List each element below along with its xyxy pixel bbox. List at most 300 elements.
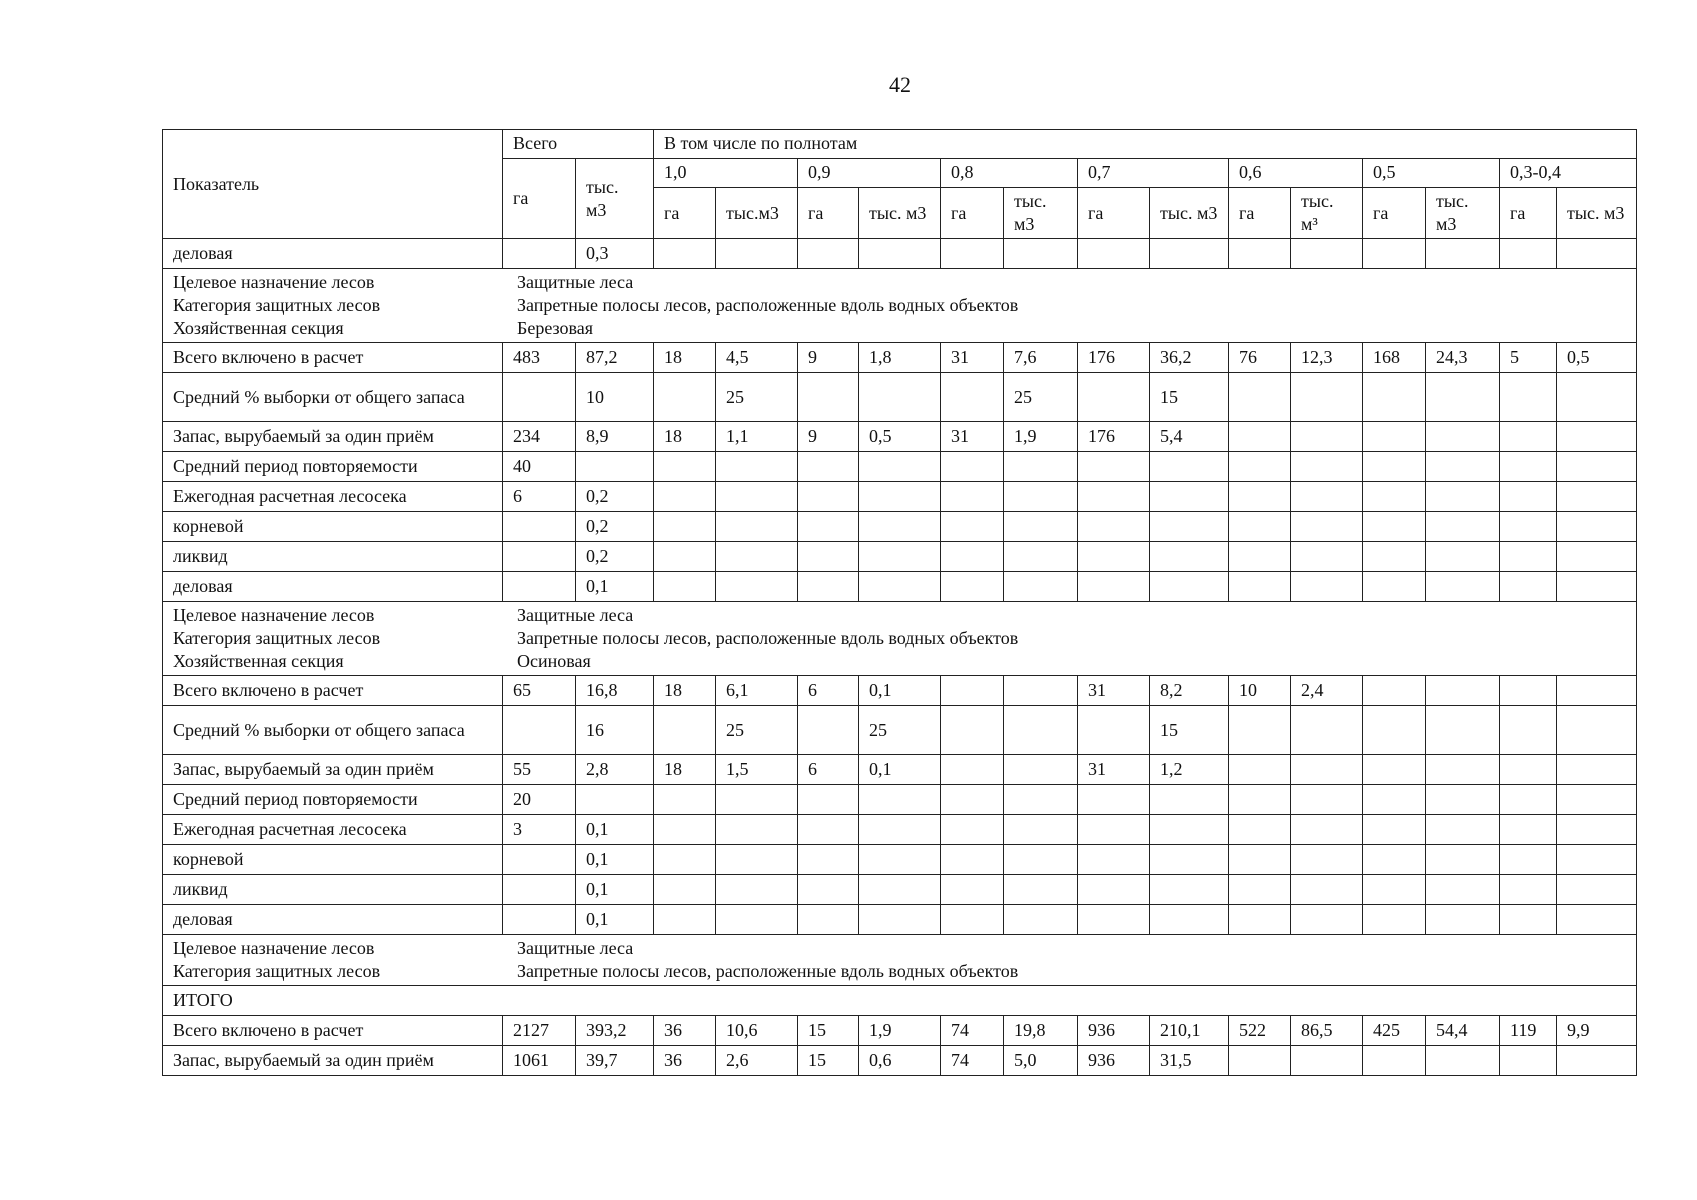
table-row xyxy=(163,482,1637,512)
table-row xyxy=(163,373,1637,422)
row-label: Запас, вырубаемый за один приём xyxy=(163,755,503,785)
row-value: 16 xyxy=(576,706,654,755)
info-line xyxy=(173,960,1626,983)
header-density-4: 0,6 xyxy=(1229,159,1363,188)
info-line xyxy=(173,294,1626,317)
row-value xyxy=(1557,875,1637,905)
row-value xyxy=(798,572,859,602)
header-unit-m3-5: тыс. м3 xyxy=(1426,188,1500,239)
row-value xyxy=(1229,706,1291,755)
table-row xyxy=(163,542,1637,572)
row-value xyxy=(941,905,1004,935)
row-value xyxy=(1150,452,1229,482)
row-value xyxy=(1004,512,1078,542)
row-value xyxy=(1363,512,1426,542)
row-value xyxy=(798,905,859,935)
row-value: 74 xyxy=(941,1046,1004,1076)
row-value xyxy=(1363,785,1426,815)
row-value xyxy=(1363,572,1426,602)
row-value: 1,2 xyxy=(1150,755,1229,785)
row-value xyxy=(859,572,941,602)
row-value: 0,1 xyxy=(576,572,654,602)
row-value: 168 xyxy=(1363,343,1426,373)
row-value xyxy=(1557,845,1637,875)
row-value xyxy=(1363,1046,1426,1076)
row-value: 74 xyxy=(941,1016,1004,1046)
row-value xyxy=(941,572,1004,602)
forest-calculation-table xyxy=(162,129,1637,1076)
row-value: 7,6 xyxy=(1004,343,1078,373)
row-value xyxy=(1500,875,1557,905)
row-value xyxy=(503,512,576,542)
row-value xyxy=(1291,815,1363,845)
row-value xyxy=(1004,482,1078,512)
row-value xyxy=(1291,482,1363,512)
row-value: 36 xyxy=(654,1046,716,1076)
row-value: 15 xyxy=(1150,706,1229,755)
row-value xyxy=(1363,905,1426,935)
row-value: 10 xyxy=(576,373,654,422)
row-value xyxy=(654,785,716,815)
row-value xyxy=(1150,572,1229,602)
row-value xyxy=(1004,845,1078,875)
row-value xyxy=(576,785,654,815)
info-label: Целевое назначение лесов xyxy=(173,938,375,958)
table-row xyxy=(163,452,1637,482)
row-value xyxy=(798,706,859,755)
row-value: 9 xyxy=(798,343,859,373)
row-value xyxy=(1363,452,1426,482)
row-value xyxy=(1150,875,1229,905)
table-row xyxy=(163,845,1637,875)
row-value xyxy=(716,512,798,542)
row-value xyxy=(1557,452,1637,482)
row-value: 31 xyxy=(1078,676,1150,706)
row-value xyxy=(941,875,1004,905)
row-value xyxy=(654,706,716,755)
info-value: Запретные полосы лесов, расположенные вдоль водных объектов xyxy=(517,295,1019,315)
row-value xyxy=(1426,572,1500,602)
row-value xyxy=(941,482,1004,512)
row-value: 6,1 xyxy=(716,676,798,706)
row-value xyxy=(503,373,576,422)
row-value xyxy=(716,905,798,935)
row-value xyxy=(859,905,941,935)
info-value: Защитные леса xyxy=(517,938,634,958)
row-value xyxy=(1291,542,1363,572)
row-value xyxy=(1557,785,1637,815)
row-value: 12,3 xyxy=(1291,343,1363,373)
row-value: 0,1 xyxy=(859,676,941,706)
row-value: 18 xyxy=(654,422,716,452)
row-value: 0,3 xyxy=(576,239,654,269)
row-label: Всего включено в расчет xyxy=(163,1016,503,1046)
row-value xyxy=(1557,755,1637,785)
info-value: Осиновая xyxy=(517,651,591,671)
row-value xyxy=(941,373,1004,422)
row-value xyxy=(716,785,798,815)
row-value: 25 xyxy=(1004,373,1078,422)
row-value xyxy=(798,452,859,482)
row-value xyxy=(1500,815,1557,845)
total-title-row xyxy=(163,986,1637,1016)
row-value: 1,9 xyxy=(859,1016,941,1046)
table-row xyxy=(163,785,1637,815)
row-value: 0,1 xyxy=(859,755,941,785)
row-value xyxy=(941,542,1004,572)
row-value xyxy=(1500,373,1557,422)
row-value: 36 xyxy=(654,1016,716,1046)
row-value: 119 xyxy=(1500,1016,1557,1046)
row-label: ликвид xyxy=(163,542,503,572)
row-value xyxy=(1078,815,1150,845)
row-value xyxy=(859,542,941,572)
row-value: 0,6 xyxy=(859,1046,941,1076)
row-value xyxy=(1150,239,1229,269)
info-label: Целевое назначение лесов xyxy=(173,605,375,625)
row-value xyxy=(654,845,716,875)
row-value xyxy=(1229,482,1291,512)
row-value xyxy=(1150,815,1229,845)
section-info xyxy=(163,269,1637,343)
row-value xyxy=(1426,845,1500,875)
row-value xyxy=(798,239,859,269)
row-value xyxy=(1426,676,1500,706)
row-value xyxy=(716,452,798,482)
row-value xyxy=(1291,373,1363,422)
table-row xyxy=(163,572,1637,602)
row-value xyxy=(1291,512,1363,542)
row-value xyxy=(716,542,798,572)
row-value xyxy=(1363,706,1426,755)
row-value xyxy=(859,482,941,512)
row-value xyxy=(859,373,941,422)
row-value: 16,8 xyxy=(576,676,654,706)
header-unit-m3-6: тыс. м3 xyxy=(1557,188,1637,239)
row-value xyxy=(1150,905,1229,935)
row-label: Запас, вырубаемый за один приём xyxy=(163,1046,503,1076)
row-value xyxy=(1500,905,1557,935)
row-value xyxy=(503,239,576,269)
row-value: 15 xyxy=(798,1016,859,1046)
row-value xyxy=(1557,482,1637,512)
table-row xyxy=(163,422,1637,452)
row-value xyxy=(1500,512,1557,542)
row-value xyxy=(654,239,716,269)
row-value xyxy=(798,815,859,845)
row-value xyxy=(941,452,1004,482)
row-value xyxy=(1500,542,1557,572)
row-value: 522 xyxy=(1229,1016,1291,1046)
info-label: Целевое назначение лесов xyxy=(173,272,375,292)
row-label: Запас, вырубаемый за один приём xyxy=(163,422,503,452)
row-value xyxy=(798,512,859,542)
row-value xyxy=(1291,845,1363,875)
row-value xyxy=(1229,239,1291,269)
row-value xyxy=(1557,905,1637,935)
row-value xyxy=(941,785,1004,815)
row-value xyxy=(1229,572,1291,602)
info-value: Защитные леса xyxy=(517,605,634,625)
row-value: 1,1 xyxy=(716,422,798,452)
row-value xyxy=(654,482,716,512)
row-value: 6 xyxy=(798,676,859,706)
row-value xyxy=(1004,676,1078,706)
row-value xyxy=(654,512,716,542)
row-value xyxy=(1229,373,1291,422)
row-value xyxy=(1363,676,1426,706)
row-value: 4,5 xyxy=(716,343,798,373)
row-value: 36,2 xyxy=(1150,343,1229,373)
row-value xyxy=(1078,373,1150,422)
row-value xyxy=(1426,452,1500,482)
header-density-0: 1,0 xyxy=(654,159,798,188)
row-value: 39,7 xyxy=(576,1046,654,1076)
row-value xyxy=(1426,815,1500,845)
row-value xyxy=(1500,845,1557,875)
header-density-6: 0,3-0,4 xyxy=(1500,159,1637,188)
row-value: 8,9 xyxy=(576,422,654,452)
row-value xyxy=(1363,875,1426,905)
row-value: 6 xyxy=(503,482,576,512)
info-value: Запретные полосы лесов, расположенные вдоль водных объектов xyxy=(517,628,1019,648)
row-value xyxy=(1004,905,1078,935)
header-density-1: 0,9 xyxy=(798,159,941,188)
row-value xyxy=(1426,785,1500,815)
row-value xyxy=(1229,512,1291,542)
table-row xyxy=(163,815,1637,845)
row-value xyxy=(1150,482,1229,512)
row-value xyxy=(1557,706,1637,755)
row-value xyxy=(941,239,1004,269)
table-row xyxy=(163,343,1637,373)
header-total-m3: тыс. м3 xyxy=(576,159,654,239)
row-value xyxy=(654,572,716,602)
row-value xyxy=(1557,542,1637,572)
row-value: 25 xyxy=(716,706,798,755)
row-value xyxy=(1426,755,1500,785)
row-value xyxy=(1500,785,1557,815)
header-unit-ha-0: га xyxy=(654,188,716,239)
row-value xyxy=(1229,452,1291,482)
row-value: 31,5 xyxy=(1150,1046,1229,1076)
row-value xyxy=(1150,542,1229,572)
row-value xyxy=(1557,512,1637,542)
row-value: 0,5 xyxy=(1557,343,1637,373)
header-indicator: Показатель xyxy=(163,130,503,239)
row-value: 0,1 xyxy=(576,815,654,845)
row-value xyxy=(1557,676,1637,706)
row-value: 483 xyxy=(503,343,576,373)
info-value: Березовая xyxy=(517,318,594,338)
header-unit-ha-6: га xyxy=(1500,188,1557,239)
row-value xyxy=(1500,422,1557,452)
table-row xyxy=(163,706,1637,755)
row-value: 87,2 xyxy=(576,343,654,373)
row-value xyxy=(1500,572,1557,602)
row-label: Средний % выборки от общего запаса xyxy=(163,373,503,422)
row-value xyxy=(716,572,798,602)
info-line xyxy=(173,317,1626,340)
row-value: 76 xyxy=(1229,343,1291,373)
row-value xyxy=(798,785,859,815)
row-value xyxy=(716,482,798,512)
row-value: 31 xyxy=(941,422,1004,452)
row-value: 24,3 xyxy=(1426,343,1500,373)
row-value: 9,9 xyxy=(1557,1016,1637,1046)
header-unit-m3-2: тыс. м3 xyxy=(1004,188,1078,239)
row-value: 54,4 xyxy=(1426,1016,1500,1046)
row-value xyxy=(1426,1046,1500,1076)
row-value: 86,5 xyxy=(1291,1016,1363,1046)
row-value xyxy=(1500,482,1557,512)
row-value xyxy=(1004,572,1078,602)
info-label: Хозяйственная секция xyxy=(173,651,344,671)
row-value xyxy=(1229,542,1291,572)
row-value xyxy=(1363,755,1426,785)
row-value xyxy=(1426,239,1500,269)
header-by-density: В том числе по полнотам xyxy=(654,130,1637,159)
row-value: 1,8 xyxy=(859,343,941,373)
row-value xyxy=(1426,542,1500,572)
row-value xyxy=(1363,482,1426,512)
page-number: 42 xyxy=(889,72,911,97)
row-value xyxy=(1004,452,1078,482)
row-value: 2,8 xyxy=(576,755,654,785)
row-value: 1,9 xyxy=(1004,422,1078,452)
row-value xyxy=(859,239,941,269)
row-value xyxy=(859,785,941,815)
row-label: Всего включено в расчет xyxy=(163,676,503,706)
row-value: 1,5 xyxy=(716,755,798,785)
row-value xyxy=(1004,755,1078,785)
row-label: корневой xyxy=(163,512,503,542)
row-value xyxy=(1229,845,1291,875)
row-value xyxy=(716,239,798,269)
row-value xyxy=(1426,875,1500,905)
row-value xyxy=(1004,542,1078,572)
row-value xyxy=(798,542,859,572)
row-value xyxy=(1363,239,1426,269)
row-value xyxy=(1557,815,1637,845)
row-value xyxy=(1004,875,1078,905)
table-row xyxy=(163,239,1637,269)
row-value xyxy=(503,542,576,572)
total-title: ИТОГО xyxy=(163,986,1637,1016)
row-value xyxy=(1078,875,1150,905)
row-value: 2,4 xyxy=(1291,676,1363,706)
row-value xyxy=(1557,1046,1637,1076)
row-value: 210,1 xyxy=(1150,1016,1229,1046)
row-value xyxy=(1500,1046,1557,1076)
row-value xyxy=(1078,239,1150,269)
row-value xyxy=(1078,845,1150,875)
row-label: Ежегодная расчетная лесосека xyxy=(163,482,503,512)
row-value xyxy=(1078,452,1150,482)
row-value xyxy=(941,815,1004,845)
row-value xyxy=(1078,512,1150,542)
row-value xyxy=(654,875,716,905)
row-value xyxy=(1078,482,1150,512)
row-value xyxy=(941,676,1004,706)
row-value: 3 xyxy=(503,815,576,845)
row-value xyxy=(503,572,576,602)
row-label: Ежегодная расчетная лесосека xyxy=(163,815,503,845)
row-label: корневой xyxy=(163,845,503,875)
row-value xyxy=(1004,785,1078,815)
row-value xyxy=(1426,905,1500,935)
row-label: ликвид xyxy=(163,875,503,905)
row-label: Всего включено в расчет xyxy=(163,343,503,373)
row-value xyxy=(1363,373,1426,422)
row-value: 65 xyxy=(503,676,576,706)
row-value xyxy=(1229,905,1291,935)
row-value xyxy=(1426,373,1500,422)
row-value xyxy=(654,905,716,935)
row-value xyxy=(1229,1046,1291,1076)
row-value: 18 xyxy=(654,343,716,373)
row-value xyxy=(1363,542,1426,572)
row-value xyxy=(941,845,1004,875)
row-value xyxy=(1078,706,1150,755)
table-row xyxy=(163,755,1637,785)
row-value xyxy=(1500,676,1557,706)
header-density-3: 0,7 xyxy=(1078,159,1229,188)
row-value: 40 xyxy=(503,452,576,482)
table-row xyxy=(163,875,1637,905)
row-label: Средний период повторяемости xyxy=(163,452,503,482)
row-value xyxy=(503,706,576,755)
row-value: 2,6 xyxy=(716,1046,798,1076)
row-value: 20 xyxy=(503,785,576,815)
header-unit-ha-2: га xyxy=(941,188,1004,239)
row-value xyxy=(1229,755,1291,785)
row-value: 10 xyxy=(1229,676,1291,706)
row-value xyxy=(859,845,941,875)
row-value xyxy=(1229,875,1291,905)
info-label: Категория защитных лесов xyxy=(173,295,381,315)
row-value xyxy=(1150,845,1229,875)
header-total-ha: га xyxy=(503,159,576,239)
row-value xyxy=(1557,572,1637,602)
row-value: 25 xyxy=(716,373,798,422)
row-value xyxy=(798,845,859,875)
row-value xyxy=(1557,373,1637,422)
row-value: 0,1 xyxy=(576,875,654,905)
row-value xyxy=(1229,785,1291,815)
section-info-row xyxy=(163,602,1637,676)
row-value: 18 xyxy=(654,755,716,785)
row-value xyxy=(1150,512,1229,542)
row-value xyxy=(941,755,1004,785)
row-value xyxy=(654,373,716,422)
table-row xyxy=(163,1046,1637,1076)
row-value xyxy=(503,875,576,905)
info-line xyxy=(173,604,1626,627)
row-value xyxy=(1004,239,1078,269)
row-value: 936 xyxy=(1078,1046,1150,1076)
row-value xyxy=(1291,452,1363,482)
row-value xyxy=(503,905,576,935)
section-info-row xyxy=(163,269,1637,343)
row-value xyxy=(1078,785,1150,815)
row-value xyxy=(1291,785,1363,815)
row-value xyxy=(1500,755,1557,785)
row-value xyxy=(1229,815,1291,845)
row-value xyxy=(1557,422,1637,452)
row-value xyxy=(798,482,859,512)
header-unit-ha-5: га xyxy=(1363,188,1426,239)
